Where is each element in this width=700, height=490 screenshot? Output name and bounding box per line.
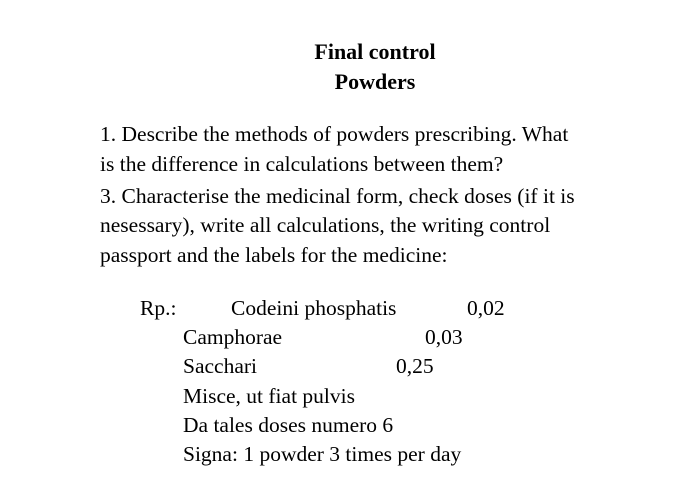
instruction-line: Misce, ut fiat pulvis xyxy=(183,384,355,408)
ingredient-amount: 0,02 xyxy=(467,296,505,320)
page-subtitle: Powders xyxy=(334,69,416,94)
ingredient-name: Sacchari xyxy=(183,354,258,378)
instruction-line: Da tales doses numero 6 xyxy=(183,413,394,437)
question-1-line-2: is the difference in calculations between them? xyxy=(100,152,504,176)
rp-label: Rp.: xyxy=(140,296,177,320)
page-title: Final control xyxy=(314,39,436,64)
question-1-line-1: 1. Describe the methods of powders prescribing. What xyxy=(100,122,569,146)
question-3-line-3: passport and the labels for the medicine: xyxy=(100,243,448,267)
ingredient-amount: 0,25 xyxy=(396,354,434,378)
question-3-line-2: nesessary), write all calculations, the writing control xyxy=(100,213,551,237)
ingredient-name: Camphorae xyxy=(183,325,283,349)
ingredient-name: Codeini phosphatis xyxy=(231,296,397,320)
question-3-line-1: 3. Characterise the medicinal form, check doses (if it is xyxy=(100,184,575,208)
ingredient-amount: 0,03 xyxy=(425,325,463,349)
instruction-line: Signa: 1 powder 3 times per day xyxy=(183,442,462,466)
